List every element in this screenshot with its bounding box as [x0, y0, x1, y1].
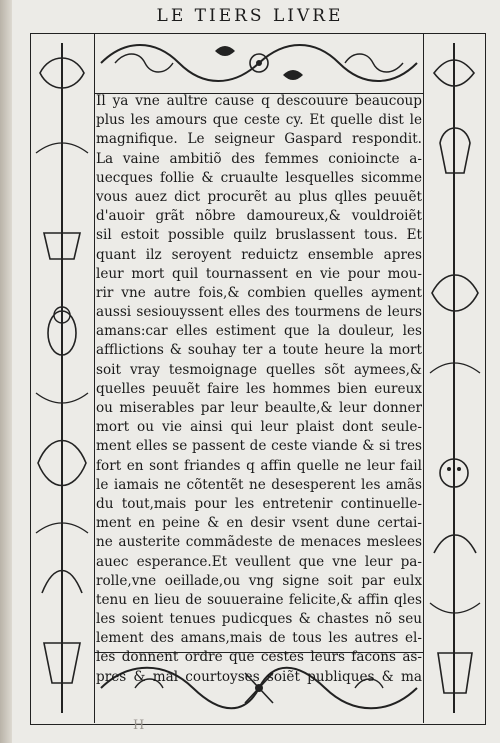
text-line: auec esperance.Et veullent que vne leur pa-: [96, 553, 422, 570]
text-line: ou miserables par leur beaulte,& leur donner: [96, 400, 422, 416]
text-line: rolle,vne oeillade,ou vng signe soit par eulx: [96, 572, 422, 589]
text-line: rir vne autre fois,& combien quelles ayment: [96, 284, 422, 301]
text-line: aussi sesiouyssent elles des tourmens de leurs: [96, 304, 422, 321]
text-line: afflictions & souhay ter a toute heure la mort: [96, 342, 422, 359]
top-ornament-panel: [95, 33, 423, 94]
running-title: LE TIERS LIVRE: [156, 6, 344, 26]
text-line: fort en sont friandes q affin quelle ne leur fail: [96, 457, 422, 474]
text-line: amans:car elles estiment que la douleur, les: [96, 323, 422, 340]
book-spine-edge: [0, 0, 12, 743]
text-line: soit vray tesmoignage quelles sõt aymees,&: [96, 361, 422, 378]
text-line: quelles peuuẽt faire les hommes bien eureux: [96, 380, 422, 397]
text-line: magnifique. Le seigneur Gaspard respondit.: [96, 131, 422, 148]
text-line: ment elles se passent de ceste viande & si tres: [96, 438, 422, 455]
text-line: La vaine ambitiõ des femmes conioincte a-: [96, 150, 422, 167]
text-line: Il ya vne aultre cause q descouure beaucoup: [96, 93, 422, 109]
left-ornament-column: [30, 33, 95, 723]
text-line: vous auez dict procurẽt au plus qlles peuuẽt: [96, 188, 422, 205]
text-line: pres & mal courtoyses soiẽt publiques & ma: [96, 668, 422, 685]
signature-mark: H: [133, 718, 145, 733]
text-line: quant ilz seroyent reduictz ensemble apres: [96, 246, 422, 263]
top-scroll-ornament: [95, 33, 423, 93]
text-line: les donnent ordre que cestes leurs facons as-: [96, 649, 422, 666]
text-line: ne austerite commãdeste de menaces meslees: [96, 534, 422, 551]
text-line: le iamais ne cõtentẽt ne desesperent les amãs: [96, 476, 422, 493]
text-line: leur mort quil tournassent en vie pour mou-: [96, 265, 422, 282]
text-line: d'auoir grãt nõbre damoureux,& vouldroiẽt: [96, 208, 422, 225]
text-line: mort ou vie ainsi qui leur plaist dont seule-: [96, 419, 422, 436]
body-text: [96, 92, 422, 685]
text-line: tenu en lieu de souueraine felicite,& affin qles: [96, 591, 422, 608]
text-line: du tout,mais pour les entretenir continuelle-: [96, 495, 422, 512]
text-line: sil estoit possible quilz bruslassent tous. Et: [96, 227, 422, 244]
left-candelabra-ornament: [30, 33, 94, 723]
text-line: uecques follie & cruaulte lesquelles sicomme: [96, 169, 422, 186]
text-line: plus les amours que ceste cy. Et quelle dist le: [96, 112, 422, 129]
right-candelabra-ornament: [424, 33, 485, 723]
right-ornament-column: [423, 33, 485, 723]
text-line: lement des amans,mais de tous les autres el-: [96, 630, 422, 647]
text-line: ment en peine & en desir vsent dune certai-: [96, 515, 422, 532]
text-line: les soient tenues pudicques & chastes nõ seu: [96, 611, 422, 628]
